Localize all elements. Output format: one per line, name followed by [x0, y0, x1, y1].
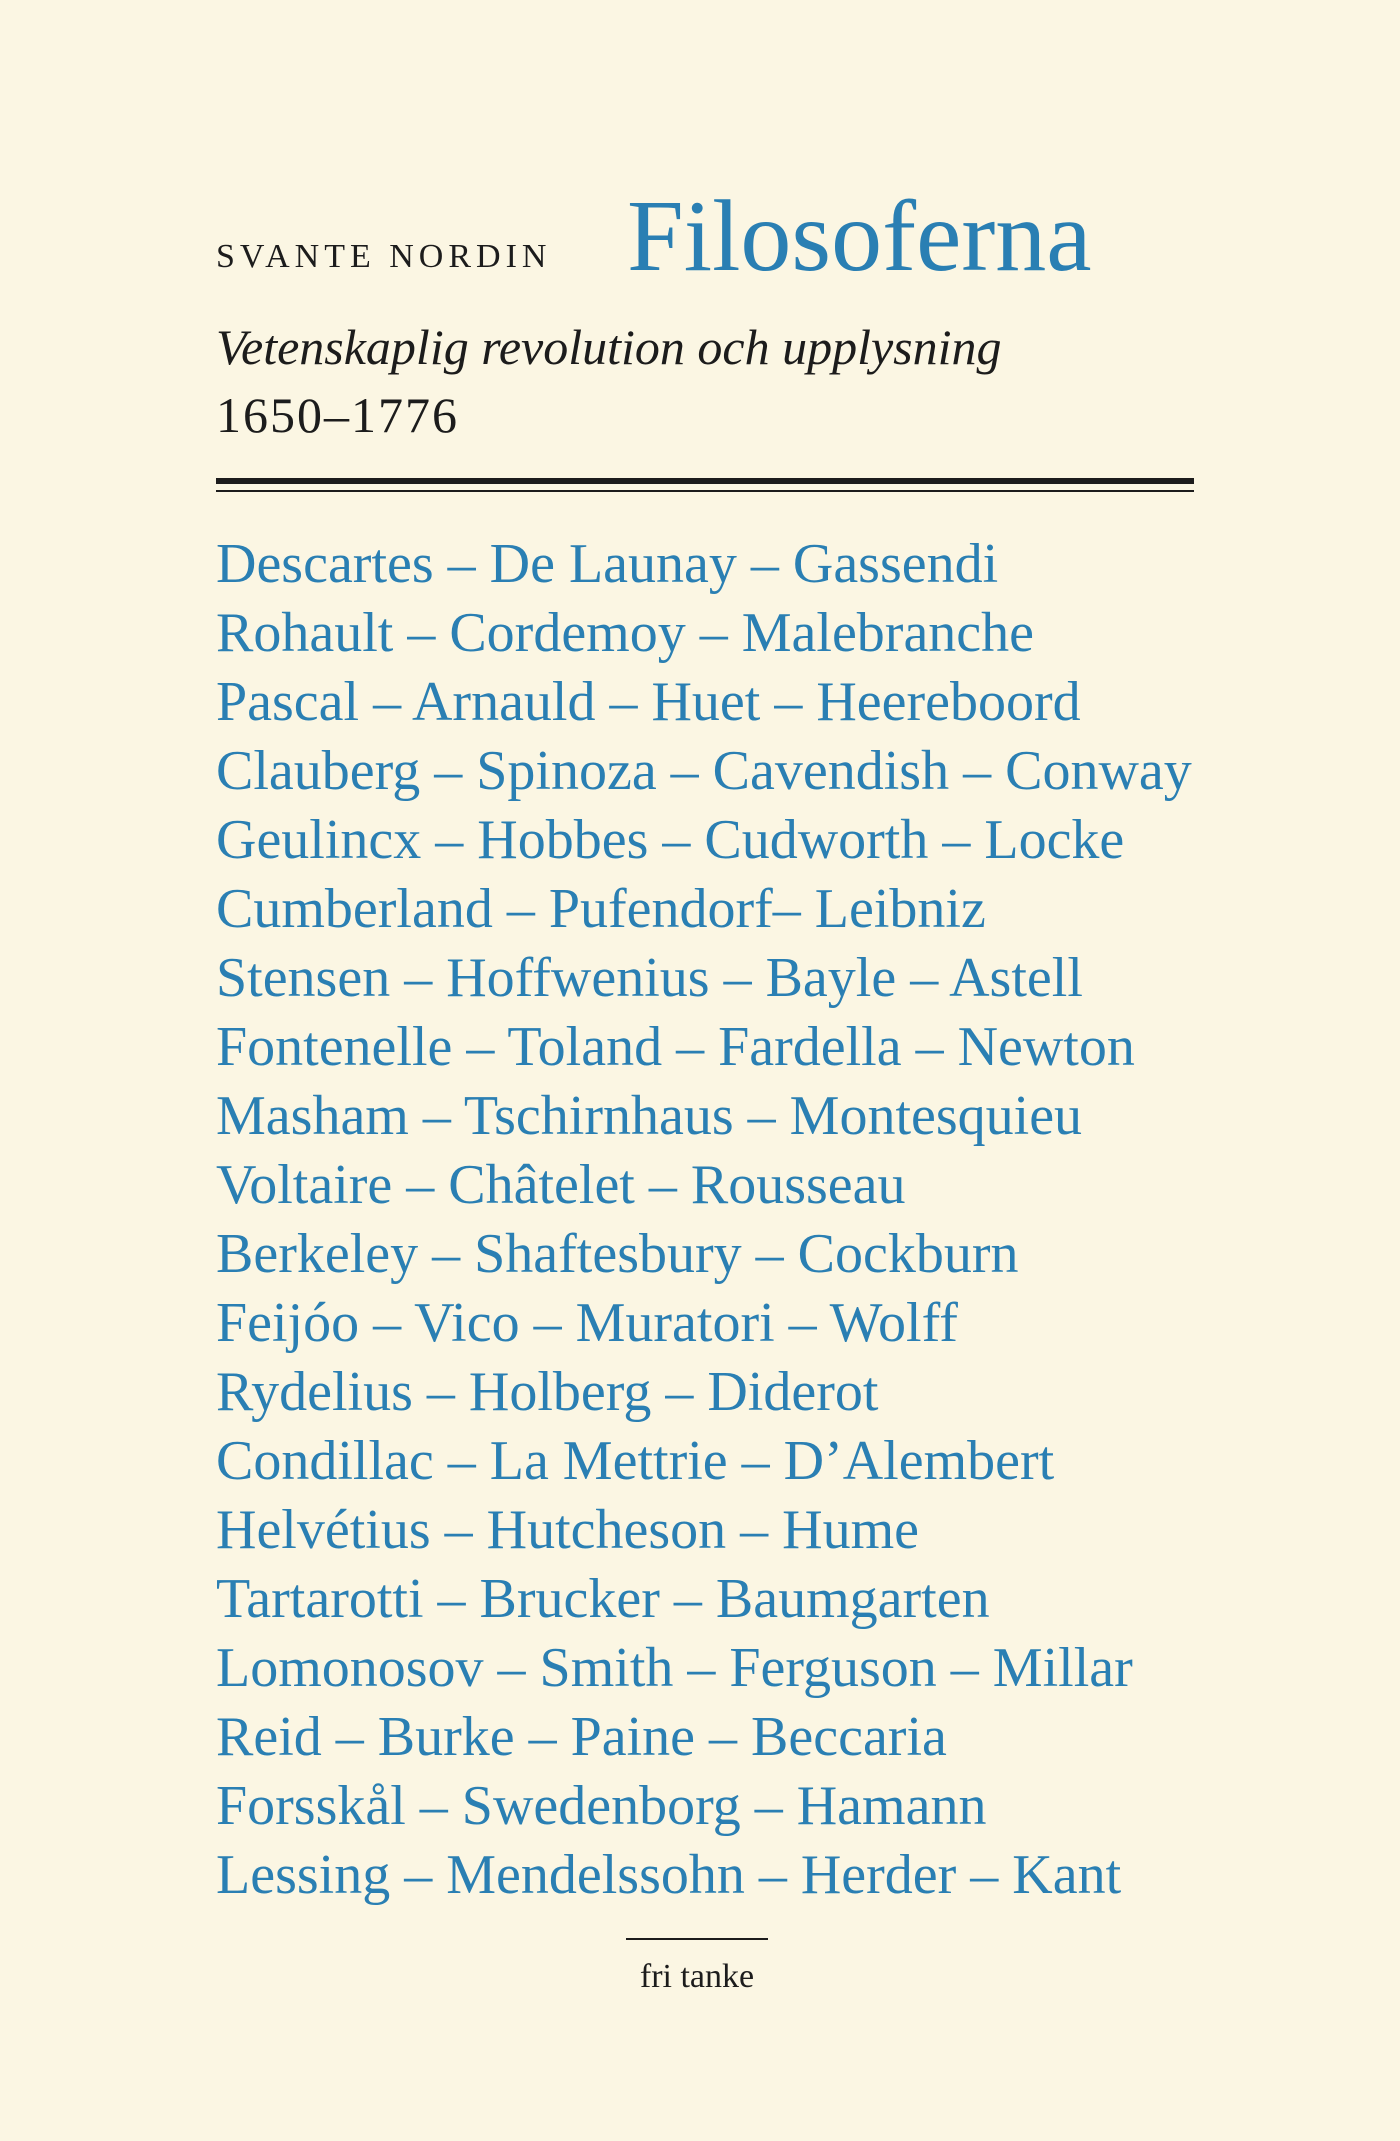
header-rule-thin [216, 490, 1194, 492]
philosopher-line: Masham – Tschirnhaus – Montesquieu [216, 1085, 1083, 1147]
philosopher-line: Berkeley – Shaftesbury – Cockburn [216, 1223, 1019, 1285]
year-range: 1650–1776 [216, 387, 459, 443]
philosopher-line: Clauberg – Spinoza – Cavendish – Conway [216, 740, 1192, 802]
publisher-name: fri tanke [639, 1958, 755, 1995]
book-title: Filosoferna [627, 180, 1092, 293]
book-subtitle: Vetenskaplig revolution och upplysning [216, 319, 1002, 375]
philosopher-line: Rohault – Cordemoy – Malebranche [216, 602, 1035, 664]
philosopher-line: Cumberland – Pufendorf– Leibniz [216, 878, 986, 940]
philosopher-line: Voltaire – Châtelet – Rousseau [216, 1154, 906, 1216]
publisher-rule [626, 1938, 768, 1940]
philosopher-line: Tartarotti – Brucker – Baumgarten [216, 1568, 990, 1630]
philosopher-line: Lessing – Mendelssohn – Herder – Kant [216, 1844, 1122, 1906]
philosopher-line: Feijóo – Vico – Muratori – Wolff [216, 1292, 958, 1354]
philosopher-line: Reid – Burke – Paine – Beccaria [216, 1706, 947, 1768]
author-name: SVANTE NORDIN [216, 238, 552, 275]
philosopher-line: Fontenelle – Toland – Fardella – Newton [216, 1016, 1135, 1078]
philosopher-line: Forsskål – Swedenborg – Hamann [216, 1775, 987, 1837]
philosopher-line: Lomonosov – Smith – Ferguson – Millar [216, 1637, 1133, 1699]
philosopher-line: Helvétius – Hutcheson – Hume [216, 1499, 919, 1561]
philosopher-line: Pascal – Arnauld – Huet – Heereboord [216, 671, 1081, 733]
philosopher-line: Geulincx – Hobbes – Cudworth – Locke [216, 809, 1125, 871]
philosopher-list [216, 530, 1192, 1910]
philosopher-line: Descartes – De Launay – Gassendi [216, 533, 999, 595]
philosopher-line: Condillac – La Mettrie – D’Alembert [216, 1430, 1055, 1492]
philosopher-line: Rydelius – Holberg – Diderot [216, 1361, 879, 1423]
header-rule-thick [216, 478, 1194, 484]
philosopher-line: Stensen – Hoffwenius – Bayle – Astell [216, 947, 1083, 1009]
